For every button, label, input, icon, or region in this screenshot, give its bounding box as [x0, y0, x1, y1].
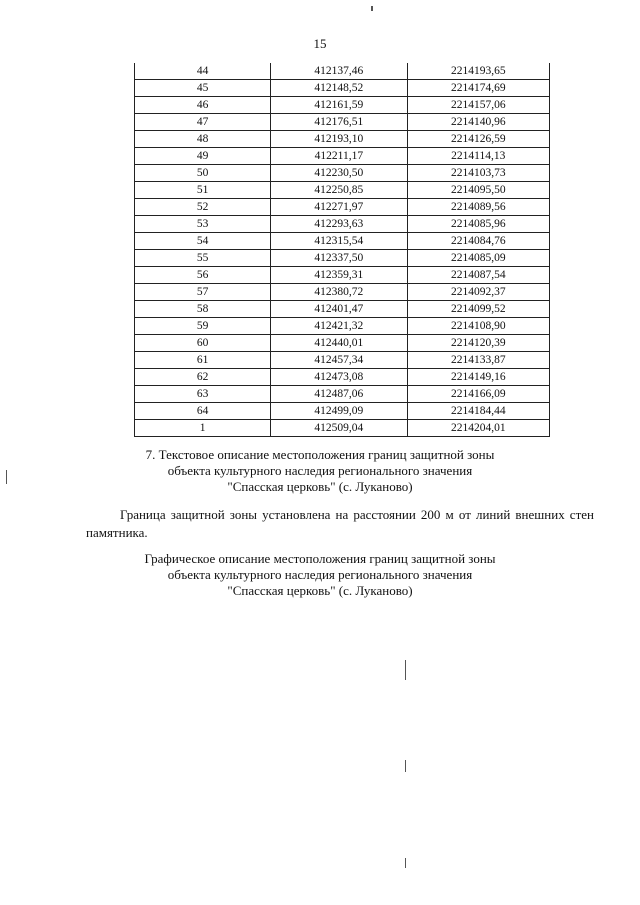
y-coordinate-cell: 2214084,76 [407, 233, 549, 250]
table-row [135, 403, 550, 420]
scan-artifact-mark [6, 470, 7, 484]
y-coordinate-cell: 2214149,16 [407, 369, 549, 386]
y-coordinate-cell: 2214085,96 [407, 216, 549, 233]
table-row [135, 335, 550, 352]
scan-artifact-mark [371, 6, 373, 11]
point-number-cell: 45 [135, 80, 271, 97]
x-coordinate-cell: 412337,50 [271, 250, 407, 267]
y-coordinate-cell: 2214089,56 [407, 199, 549, 216]
x-coordinate-cell: 412293,63 [271, 216, 407, 233]
y-coordinate-cell: 2214157,06 [407, 97, 549, 114]
table-row [135, 386, 550, 403]
point-number-cell: 51 [135, 182, 271, 199]
table-row [135, 216, 550, 233]
point-number-cell: 57 [135, 284, 271, 301]
point-number-cell: 44 [135, 63, 271, 80]
boundary-description: Граница защитной зоны установлена на расстоянии 200 м от линий внешних стен памятника. [86, 507, 594, 540]
point-number-cell: 52 [135, 199, 271, 216]
point-number-cell: 47 [135, 114, 271, 131]
y-coordinate-cell: 2214140,96 [407, 114, 549, 131]
section-7-heading [0, 447, 640, 495]
x-coordinate-cell: 412380,72 [271, 284, 407, 301]
y-coordinate-cell: 2214126,59 [407, 131, 549, 148]
table-row [135, 267, 550, 284]
point-number-cell: 48 [135, 131, 271, 148]
point-number-cell: 59 [135, 318, 271, 335]
x-coordinate-cell: 412271,97 [271, 199, 407, 216]
x-coordinate-cell: 412359,31 [271, 267, 407, 284]
table-row [135, 420, 550, 437]
x-coordinate-cell: 412148,52 [271, 80, 407, 97]
point-number-cell: 54 [135, 233, 271, 250]
x-coordinate-cell: 412250,85 [271, 182, 407, 199]
y-coordinate-cell: 2214120,39 [407, 335, 549, 352]
y-coordinate-cell: 2214184,44 [407, 403, 549, 420]
point-number-cell: 1 [135, 420, 271, 437]
x-coordinate-cell: 412176,51 [271, 114, 407, 131]
x-coordinate-cell: 412193,10 [271, 131, 407, 148]
table-row [135, 250, 550, 267]
table-row [135, 182, 550, 199]
y-coordinate-cell: 2214133,87 [407, 352, 549, 369]
graphic-heading-line-1: Графическое описание местоположения границ защитной зоны [144, 551, 496, 566]
y-coordinate-cell: 2214103,73 [407, 165, 549, 182]
section-7-heading-line-1: 7. Текстовое описание местоположения границ защитной зоны [145, 447, 495, 462]
point-number-cell: 50 [135, 165, 271, 182]
point-number-cell: 49 [135, 148, 271, 165]
table-row [135, 97, 550, 114]
x-coordinate-cell: 412401,47 [271, 301, 407, 318]
point-number-cell: 53 [135, 216, 271, 233]
table-row [135, 352, 550, 369]
graphic-description-heading [0, 551, 640, 599]
table-row [135, 80, 550, 97]
y-coordinate-cell: 2214204,01 [407, 420, 549, 437]
graphic-heading-line-2: объекта культурного наследия регионального значения [167, 567, 473, 582]
point-number-cell: 60 [135, 335, 271, 352]
section-7-heading-line-3: "Спасская церковь" (с. Луканово) [227, 479, 413, 494]
table-row [135, 284, 550, 301]
scan-artifact-mark [405, 660, 406, 680]
table-row [135, 318, 550, 335]
graphic-heading-line-3: "Спасская церковь" (с. Луканово) [227, 583, 413, 598]
x-coordinate-cell: 412473,08 [271, 369, 407, 386]
y-coordinate-cell: 2214108,90 [407, 318, 549, 335]
point-number-cell: 56 [135, 267, 271, 284]
x-coordinate-cell: 412499,09 [271, 403, 407, 420]
x-coordinate-cell: 412230,50 [271, 165, 407, 182]
table-row [135, 199, 550, 216]
scan-artifact-mark [405, 760, 406, 772]
x-coordinate-cell: 412161,59 [271, 97, 407, 114]
x-coordinate-cell: 412509,04 [271, 420, 407, 437]
point-number-cell: 63 [135, 386, 271, 403]
table-row [135, 148, 550, 165]
y-coordinate-cell: 2214092,37 [407, 284, 549, 301]
point-number-cell: 62 [135, 369, 271, 386]
table-row [135, 233, 550, 250]
table-row [135, 369, 550, 386]
point-number-cell: 61 [135, 352, 271, 369]
y-coordinate-cell: 2214095,50 [407, 182, 549, 199]
table-row [135, 131, 550, 148]
point-number-cell: 55 [135, 250, 271, 267]
table-row [135, 63, 550, 80]
x-coordinate-cell: 412421,32 [271, 318, 407, 335]
table-row [135, 301, 550, 318]
x-coordinate-cell: 412440,01 [271, 335, 407, 352]
coordinates-table [134, 63, 550, 437]
x-coordinate-cell: 412137,46 [271, 63, 407, 80]
y-coordinate-cell: 2214114,13 [407, 148, 549, 165]
y-coordinate-cell: 2214174,69 [407, 80, 549, 97]
table-row [135, 114, 550, 131]
y-coordinate-cell: 2214193,65 [407, 63, 549, 80]
y-coordinate-cell: 2214085,09 [407, 250, 549, 267]
section-7-heading-line-2: объекта культурного наследия регионального значения [167, 463, 473, 478]
coordinates-table-body [135, 63, 550, 437]
point-number-cell: 46 [135, 97, 271, 114]
point-number-cell: 58 [135, 301, 271, 318]
y-coordinate-cell: 2214099,52 [407, 301, 549, 318]
x-coordinate-cell: 412315,54 [271, 233, 407, 250]
table-row [135, 165, 550, 182]
y-coordinate-cell: 2214087,54 [407, 267, 549, 284]
point-number-cell: 64 [135, 403, 271, 420]
page-number: 15 [313, 36, 327, 51]
x-coordinate-cell: 412211,17 [271, 148, 407, 165]
x-coordinate-cell: 412457,34 [271, 352, 407, 369]
scan-artifact-mark [405, 858, 406, 868]
x-coordinate-cell: 412487,06 [271, 386, 407, 403]
y-coordinate-cell: 2214166,09 [407, 386, 549, 403]
